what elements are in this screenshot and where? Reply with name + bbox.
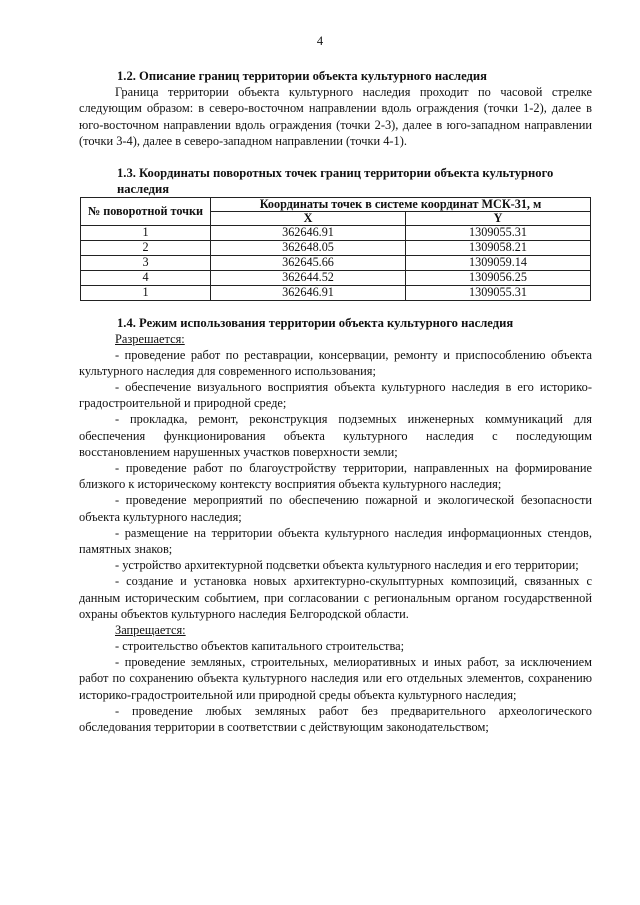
- point-cell: 1: [81, 285, 211, 300]
- table-row: [81, 285, 591, 300]
- forbidden-label: Запрещается:: [115, 623, 186, 638]
- section-1-2-title: 1.2. Описание границ территории объекта культурного наследия: [117, 69, 487, 83]
- y-cell: 1309055.31: [406, 225, 591, 240]
- page-number: 4: [316, 34, 324, 48]
- point-number-header: № поворотной точки: [81, 197, 211, 225]
- table-row: [81, 255, 591, 270]
- allowed-item: - размещение на территории объекта культурного наследия информационных стендов, памятных знаков;: [79, 525, 592, 557]
- allowed-item: - создание и установка новых архитектурно-скульптурных композиций, связанных с данным историческим событием, при согласовании с региональным органом государственной охраны объектов культурного наследия Белгородской области.: [79, 574, 592, 621]
- x-cell: 362645.66: [211, 255, 406, 270]
- table-row: [81, 270, 591, 285]
- point-cell: 3: [81, 255, 211, 270]
- section-1-4-title: 1.4. Режим использования территории объекта культурного наследия: [117, 315, 514, 330]
- forbidden-item: - проведение земляных, строительных, мелиоративных и иных работ, за исключением работ по сохранению объекта культурного наследия или его отдельных элементов, сохранению историко-градостроительной или природной среды объекта культурного наследия;: [79, 655, 592, 702]
- coordinates-header: Координаты точек в системе координат МСК-31, м: [211, 197, 591, 211]
- y-cell: 1309059.14: [406, 255, 591, 270]
- y-header: Y: [406, 211, 591, 225]
- x-cell: 362648.05: [211, 240, 406, 255]
- table-row: [81, 240, 591, 255]
- point-cell: 2: [81, 240, 211, 255]
- allowed-item: - обеспечение визуального восприятия объекта культурного наследия в его историко-градостроительной и природной среде;: [79, 380, 592, 411]
- point-cell: 4: [81, 270, 211, 285]
- table-row: [81, 225, 591, 240]
- x-cell: 362644.52: [211, 270, 406, 285]
- y-cell: 1309055.31: [406, 285, 591, 300]
- x-cell: 362646.91: [211, 285, 406, 300]
- point-cell: 1: [81, 225, 211, 240]
- section-1-3-title: 1.3. Координаты поворотных точек границ территории объекта культурного наследия: [117, 165, 554, 196]
- forbidden-item: - строительство объектов капитального строительства;: [115, 639, 405, 654]
- allowed-item: - проведение работ по благоустройству территории, направленных на формирование близкого к историческому контексту восприятия объекта культурного наследия;: [79, 461, 592, 492]
- allowed-item: - проведение работ по реставрации, консервации, ремонту и приспособлению объекта культурного наследия для современного использования;: [79, 347, 592, 378]
- allowed-item: - проведение мероприятий по обеспечению пожарной и экологической безопасности объекта культурного наследия;: [79, 493, 592, 524]
- document-body: [79, 68, 592, 735]
- y-cell: 1309056.25: [406, 270, 591, 285]
- y-cell: 1309058.21: [406, 240, 591, 255]
- x-header: X: [211, 211, 406, 225]
- allowed-item: - прокладка, ремонт, реконструкция подземных инженерных коммуникаций для обеспечения функционирования объекта культурного наследия с последующим восстановлением нарушенных участков поверхности земли;: [79, 412, 592, 459]
- allowed-label: Разрешается:: [115, 331, 185, 346]
- section-1-2-text: Граница территории объекта культурного наследия проходит по часовой стрелке следующим образом: в северо-восточном направлении вдоль ограждения (точки 1-2), далее в юго-восточном направлении вдоль ограждения (точки 2-3), далее в юго-западном направлении (точки 3-4), далее в северо-западном направлении (точки 4-1).: [79, 85, 592, 149]
- x-cell: 362646.91: [211, 225, 406, 240]
- coordinates-table: [80, 197, 591, 301]
- forbidden-item: - проведение любых земляных работ без предварительного археологического обследования территории в соответствии с действующим законодательством;: [79, 703, 592, 735]
- allowed-item: - устройство архитектурной подсветки объекта культурного наследия и его территории;: [115, 558, 579, 573]
